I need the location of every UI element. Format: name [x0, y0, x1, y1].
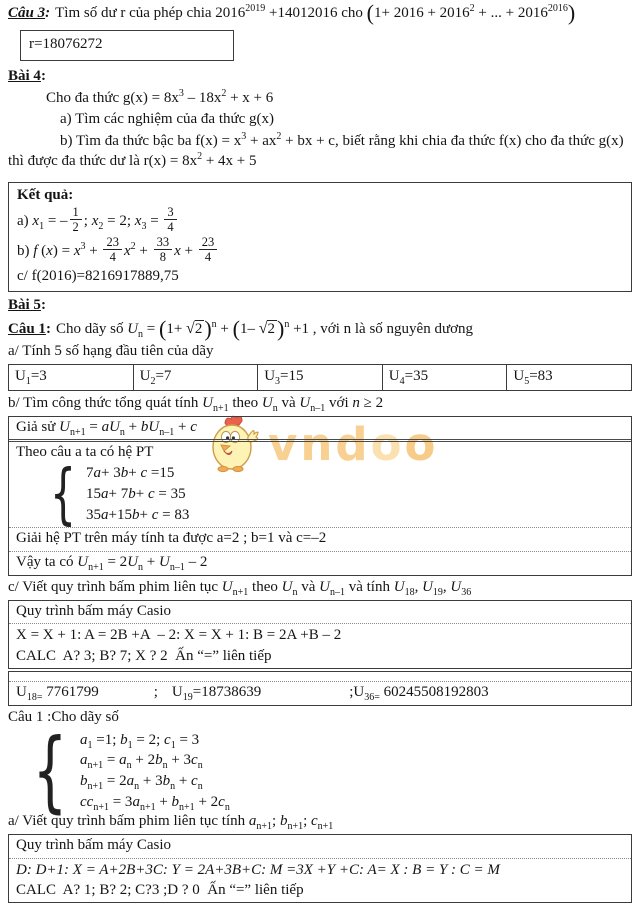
- empty-row: [9, 672, 631, 682]
- cau1-colon: :: [45, 321, 51, 338]
- casio-box-1: [8, 600, 632, 669]
- table-cell-u1: $U_1=3$: [9, 365, 134, 390]
- cau3-heading: [8, 0, 632, 25]
- cau1-part-b: b/ Tìm công thức tổng quát tính $U_{n+1}$ theo $U_n$ và $U_{n-1}$ với n ≥ 2: [8, 394, 384, 414]
- casio1-line2: CALC A? 3; B? 7; X ? 2 Ấn “=” liên tiếp: [16, 647, 272, 664]
- seq-b: $b_{n+1} = 2a_n + 3b_n + c_n$: [80, 772, 203, 792]
- cau3-label: Câu 3: [8, 5, 46, 21]
- bai4-intro: Cho đa thức $g(x) = 8x^3 - 18x^2 + x + 6$: [46, 87, 274, 106]
- equation-1: 7a+ 3b+ c =15: [86, 465, 175, 482]
- bai5-colon: :: [40, 297, 46, 314]
- equation-system-1: { 7a+ 3b+ c =15 15a+ 7b+ c = 35 35a+15b+ c = 83: [49, 455, 190, 533]
- casio-box-2: [8, 834, 632, 903]
- cau3-colon: :: [45, 5, 51, 21]
- cau1-statement: Cho dãy số $U_n = (1+ √2)^n + (1-$ √2)$^n$ +1 , với n là số nguyên dương: [55, 316, 474, 342]
- equation-system-2: { $a_1 =1$; $b_1 = 2$; $c_1 = 3$ $a_{n+1} = a_n + 2b_n + 3c_n$ $b_{n+1} = 2a_n + 3b_n + c_n$ $cc_{n+1} = 3a_{n+1} + b_{n+1} + 2c_n$: [32, 718, 230, 822]
- row-gia-su: Giả sử $U_{n+1} = aU_n + bU_{n-1} + c$: [9, 417, 631, 443]
- ketqua-answer-b: b) f $(x) = x^3$ + $\frac{23}{4}$ $x^2$ + $\frac{33}{8}$ x + $\frac{23}{4}$: [17, 237, 623, 266]
- cau1-label: Câu 1: [8, 321, 46, 338]
- casio2-header: Quy trình bấm máy Casio: [9, 835, 631, 859]
- ketqua-answer-a: a) $x_1$ = – $\frac{1}{2}$ ; $x_2 = 2$; $x_3$ = $\frac{3}{4}$: [17, 207, 623, 236]
- solution-table: [8, 416, 632, 576]
- bai4-colon: :: [40, 67, 46, 84]
- table-cell-u3: $U_3=15$: [258, 365, 383, 390]
- casio2-line2: CALC A? 1; B? 2; C?3 ;D ? 0 Ấn “=” liên tiếp: [16, 882, 304, 899]
- seq-c: $cc_{n+1} = 3a_{n+1} + b_{n+1} + 2c_n$: [80, 793, 230, 813]
- table-cell-u2: $U_2=7$: [134, 365, 259, 390]
- bai4-part-a: a) Tìm các nghiệm của đa thức g(x): [60, 111, 275, 128]
- cau3-answer-box: [20, 30, 234, 61]
- ketqua-box: [8, 182, 632, 293]
- cau1-part-c: c/ Viết quy trình bấm phim liên tục $U_{n+1}$ theo $U_n$ và $U_{n-1}$ và tính $U_{18}$, $U_{19}$, $U_{36}$: [8, 578, 472, 598]
- cau1b-heading: Câu 1 :Cho dãy số: [8, 708, 119, 725]
- cau1-part-a: a/ Tính 5 số hạng đầu tiên của dãy: [8, 342, 214, 359]
- cau3-answer: r=18076272: [29, 35, 103, 52]
- table-cell-u4: $U_4=35$: [383, 365, 508, 390]
- row-vay-ta-co: Vậy ta có $U_{n+1} = 2U_n + U_{n-1} - 2$: [16, 554, 208, 574]
- theo-cau-text: Theo câu a ta có hệ PT: [16, 444, 154, 461]
- bai5-label: Bài 5: [8, 297, 41, 314]
- casio2-line1: D: D+1: X = A+2B+3C: Y = 2A+3B+C: M =3X +Y +C: A= X : B = Y : C = M: [16, 861, 500, 878]
- casio1-header: Quy trình bấm máy Casio: [9, 601, 631, 625]
- equation-3: 35a+15b+ c = 83: [86, 506, 190, 523]
- ketqua-answer-c: c/ f(2016)=8216917889,75: [17, 267, 179, 284]
- row-u-results: $U_{18=}$ 7761799 ; $U_{19}=18738639$ $;U_{36=}$ 60245508192803: [16, 683, 489, 703]
- seq-initial: $a_1 =1$; $b_1 = 2$; $c_1 = 3$: [80, 731, 200, 751]
- bai4-heading: [8, 67, 632, 87]
- u-values-table: [8, 364, 632, 391]
- bai5-heading: [8, 296, 632, 316]
- bai4-label: Bài 4: [8, 67, 41, 84]
- u-results-box: [8, 671, 632, 706]
- row-he-pt: [9, 442, 631, 533]
- ketqua-title: Kết quả:: [17, 186, 74, 203]
- cau1b-part-a: a/ Viết quy trình bấm phim liên tục tính $a_{n+1}$; $b_{n+1}$; $c_{n+1}$: [8, 813, 334, 833]
- seq-a: $a_{n+1} = a_n + 2b_n + 3c_n$: [80, 752, 203, 772]
- cau3-statement: Tìm số dư r của phép chia $2016^{2019} +14012016$ cho ($1+ 2016 + 2016^2$ + ... + $2016^{2016}$): [55, 0, 576, 25]
- casio1-body: [9, 624, 631, 668]
- row-giai-he: Giải hệ PT trên máy tính ta được a=2 ; b=1 và c=–2: [9, 528, 631, 552]
- table-cell-u5: $U_5=83$: [513, 367, 553, 387]
- casio2-body: [9, 859, 631, 903]
- watermark-text: vndoo: [268, 418, 439, 471]
- casio1-line1: X = X + 1: A = 2B +A – 2: X = X + 1: B = 2A +B – 2: [16, 627, 342, 644]
- cau1-heading: [8, 318, 632, 340]
- bai4-part-b: b) Tìm đa thức bậc ba $f(x) = x^3 + ax^2$ + bx + c, biết rằng khi chia đa thức f(x) cho đa thức g(x) thì được đa thức dư là $r(x) = 8x^2 + 4x + 5$: [8, 131, 624, 169]
- equation-2: 15a+ 7b+ c = 35: [86, 485, 186, 502]
